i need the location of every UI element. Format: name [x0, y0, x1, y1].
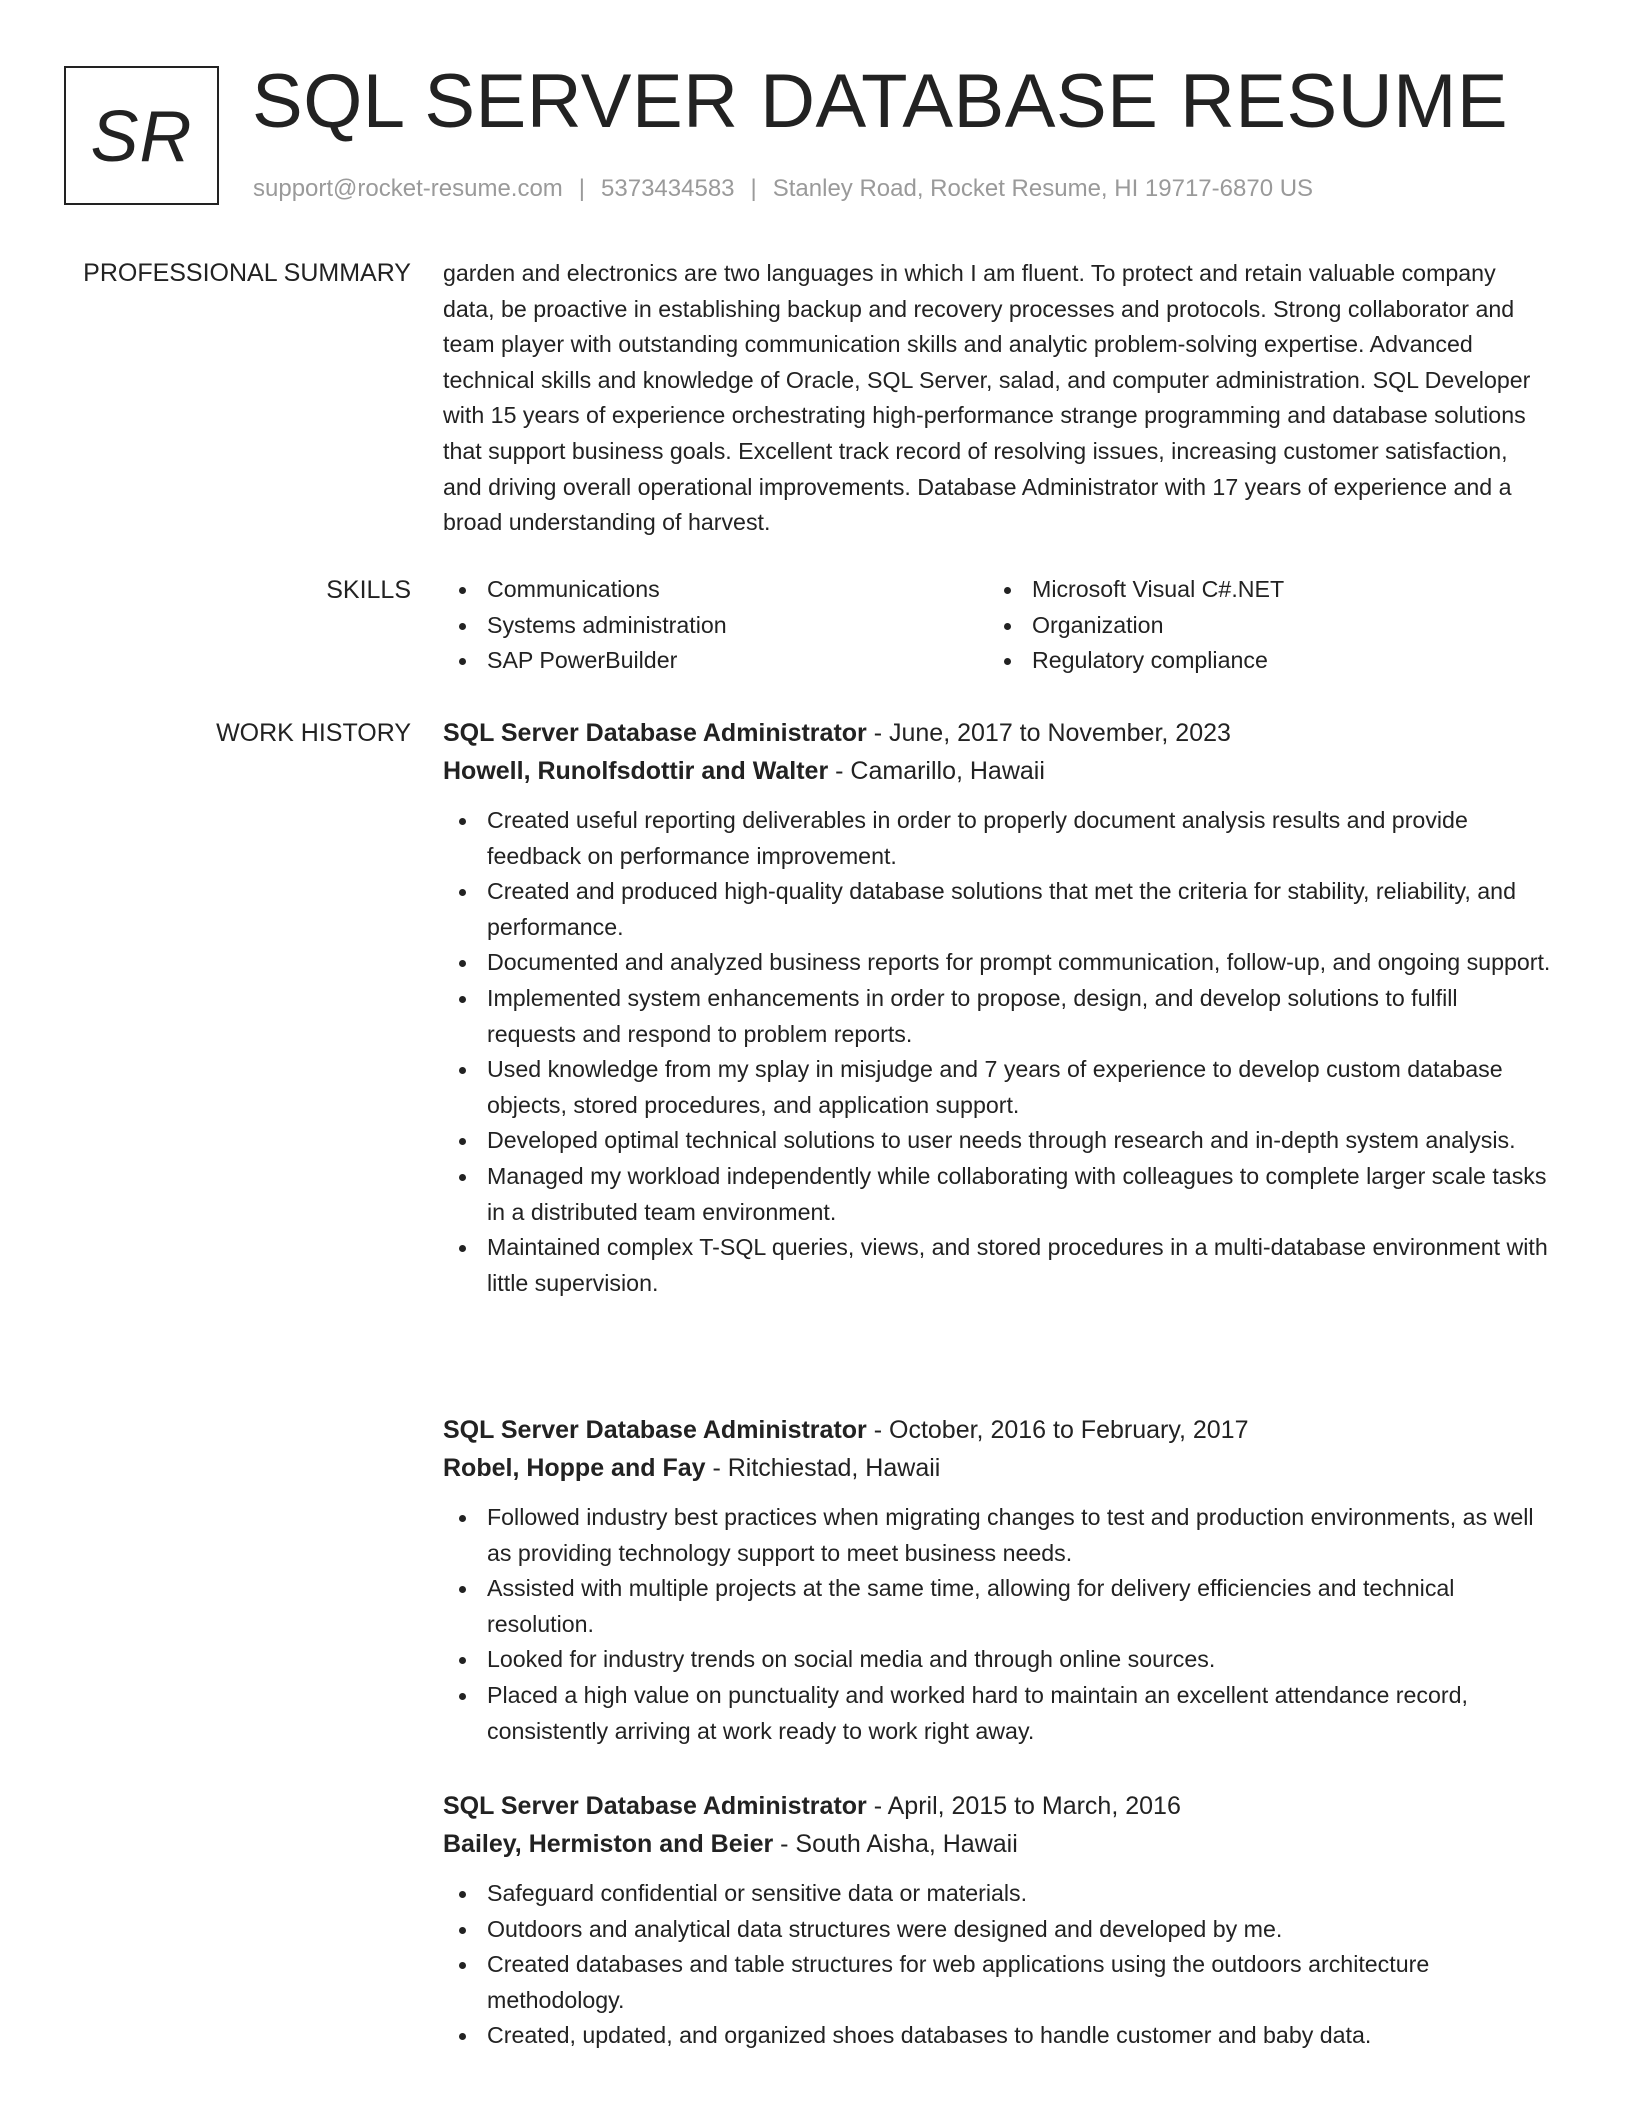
- contact-email[interactable]: support@rocket-resume.com: [253, 175, 563, 202]
- job-duties-list: [443, 1876, 1551, 2054]
- job-duty: Placed a high value on punctuality and worked hard to maintain an excellent attendance record, consistently arriving at work ready to work right away.: [443, 1678, 1551, 1749]
- job-duty: Created, updated, and organized shoes databases to handle customer and baby data.: [443, 2018, 1551, 2054]
- section-label-summary: PROFESSIONAL SUMMARY: [83, 259, 411, 287]
- job-header: [443, 1412, 1551, 1448]
- job-dates: - June, 2017 to November, 2023: [866, 719, 1231, 747]
- job-duty: Followed industry best practices when migrating changes to test and production environments, as well as providing technology support to meet business needs.: [443, 1500, 1551, 1571]
- section-label-skills: SKILLS: [326, 576, 411, 604]
- job-duty: Created useful reporting deliverables in order to properly document analysis results and provide feedback on performance improvement.: [443, 803, 1551, 874]
- section-label-work-history: WORK HISTORY: [216, 719, 411, 747]
- skill-item: Organization: [988, 608, 1533, 644]
- job-entry: [443, 1412, 1551, 1749]
- skill-item: Microsoft Visual C#.NET: [988, 572, 1533, 608]
- job-duty: Used knowledge from my splay in misjudge and 7 years of experience to develop custom database objects, stored procedures, and application support.: [443, 1052, 1551, 1123]
- job-location: - Ritchiestad, Hawaii: [705, 1454, 941, 1482]
- job-company: Robel, Hoppe and Fay: [443, 1454, 706, 1482]
- contact-phone[interactable]: 5373434583: [601, 175, 735, 202]
- resume-title: SQL SERVER DATABASE RESUME: [252, 59, 1509, 144]
- monogram-badge: [64, 66, 219, 205]
- job-company: Bailey, Hermiston and Beier: [443, 1830, 774, 1858]
- job-header: [443, 1788, 1551, 1824]
- skill-item: Communications: [443, 572, 988, 608]
- skill-item: Regulatory compliance: [988, 643, 1533, 679]
- summary-section: [443, 256, 1551, 541]
- job-employer: [443, 1826, 1551, 1862]
- monogram-initials: SR: [90, 96, 193, 177]
- job-duty: Created databases and table structures for web applications using the outdoors architecture methodology.: [443, 1947, 1551, 2018]
- job-duty: Managed my workload independently while collaborating with colleagues to complete larger scale tasks in a distributed team environment.: [443, 1159, 1551, 1230]
- job-duty: Created and produced high-quality database solutions that met the criteria for stability, reliability, and performance.: [443, 874, 1551, 945]
- job-duty: Looked for industry trends on social media and through online sources.: [443, 1642, 1551, 1678]
- job-location: - South Aisha, Hawaii: [773, 1830, 1018, 1858]
- job-duty: Assisted with multiple projects at the same time, allowing for delivery efficiencies and technical resolution.: [443, 1571, 1551, 1642]
- skills-list: [443, 572, 1551, 679]
- job-entry: [443, 715, 1551, 1301]
- job-dates: - October, 2016 to February, 2017: [866, 1416, 1249, 1444]
- job-header: [443, 715, 1551, 751]
- job-duty: Documented and analyzed business reports for prompt communication, follow-up, and ongoing support.: [443, 945, 1551, 981]
- job-title: SQL Server Database Administrator: [443, 1792, 867, 1820]
- job-duty: Safeguard confidential or sensitive data or materials.: [443, 1876, 1551, 1912]
- job-title: SQL Server Database Administrator: [443, 719, 867, 747]
- job-employer: [443, 1450, 1551, 1486]
- job-duty: Implemented system enhancements in order to propose, design, and develop solutions to fulfill requests and respond to problem reports.: [443, 981, 1551, 1052]
- job-duty: Outdoors and analytical data structures were designed and developed by me.: [443, 1912, 1551, 1948]
- skill-item: Systems administration: [443, 608, 988, 644]
- contact-line: [253, 174, 1313, 204]
- job-duties-list: [443, 1500, 1551, 1749]
- job-title: SQL Server Database Administrator: [443, 1416, 867, 1444]
- job-employer: [443, 753, 1551, 789]
- job-entry: [443, 1788, 1551, 2054]
- job-location: - Camarillo, Hawaii: [828, 757, 1045, 785]
- job-company: Howell, Runolfsdottir and Walter: [443, 757, 829, 785]
- job-dates: - April, 2015 to March, 2016: [866, 1792, 1181, 1820]
- job-duty: Maintained complex T-SQL queries, views, and stored procedures in a multi-database environment with little supervision.: [443, 1230, 1551, 1301]
- job-duty: Developed optimal technical solutions to user needs through research and in-depth system analysis.: [443, 1123, 1551, 1159]
- skill-item: SAP PowerBuilder: [443, 643, 988, 679]
- summary-text: garden and electronics are two languages in which I am fluent. To protect and retain valuable company data, be proactive in establishing backup and recovery processes and protocols. Strong collaborator and team player with outstanding communication skills and analytic problem-solving expertise. Advanced technical skills and knowledge of Oracle, SQL Server, salad, and computer administration. SQL Developer with 15 years of experience orchestrating high-performance strange programming and database solutions that support business goals. Excellent track record of resolving issues, increasing customer satisfaction, and driving overall operational improvements. Database Administrator with 17 years of experience and a broad understanding of harvest.: [443, 260, 1531, 536]
- contact-separator: |: [750, 175, 757, 202]
- job-duties-list: [443, 803, 1551, 1301]
- contact-separator: |: [578, 175, 586, 202]
- contact-address: Stanley Road, Rocket Resume, HI 19717-6870 US: [772, 175, 1314, 202]
- skills-section: [443, 572, 1551, 679]
